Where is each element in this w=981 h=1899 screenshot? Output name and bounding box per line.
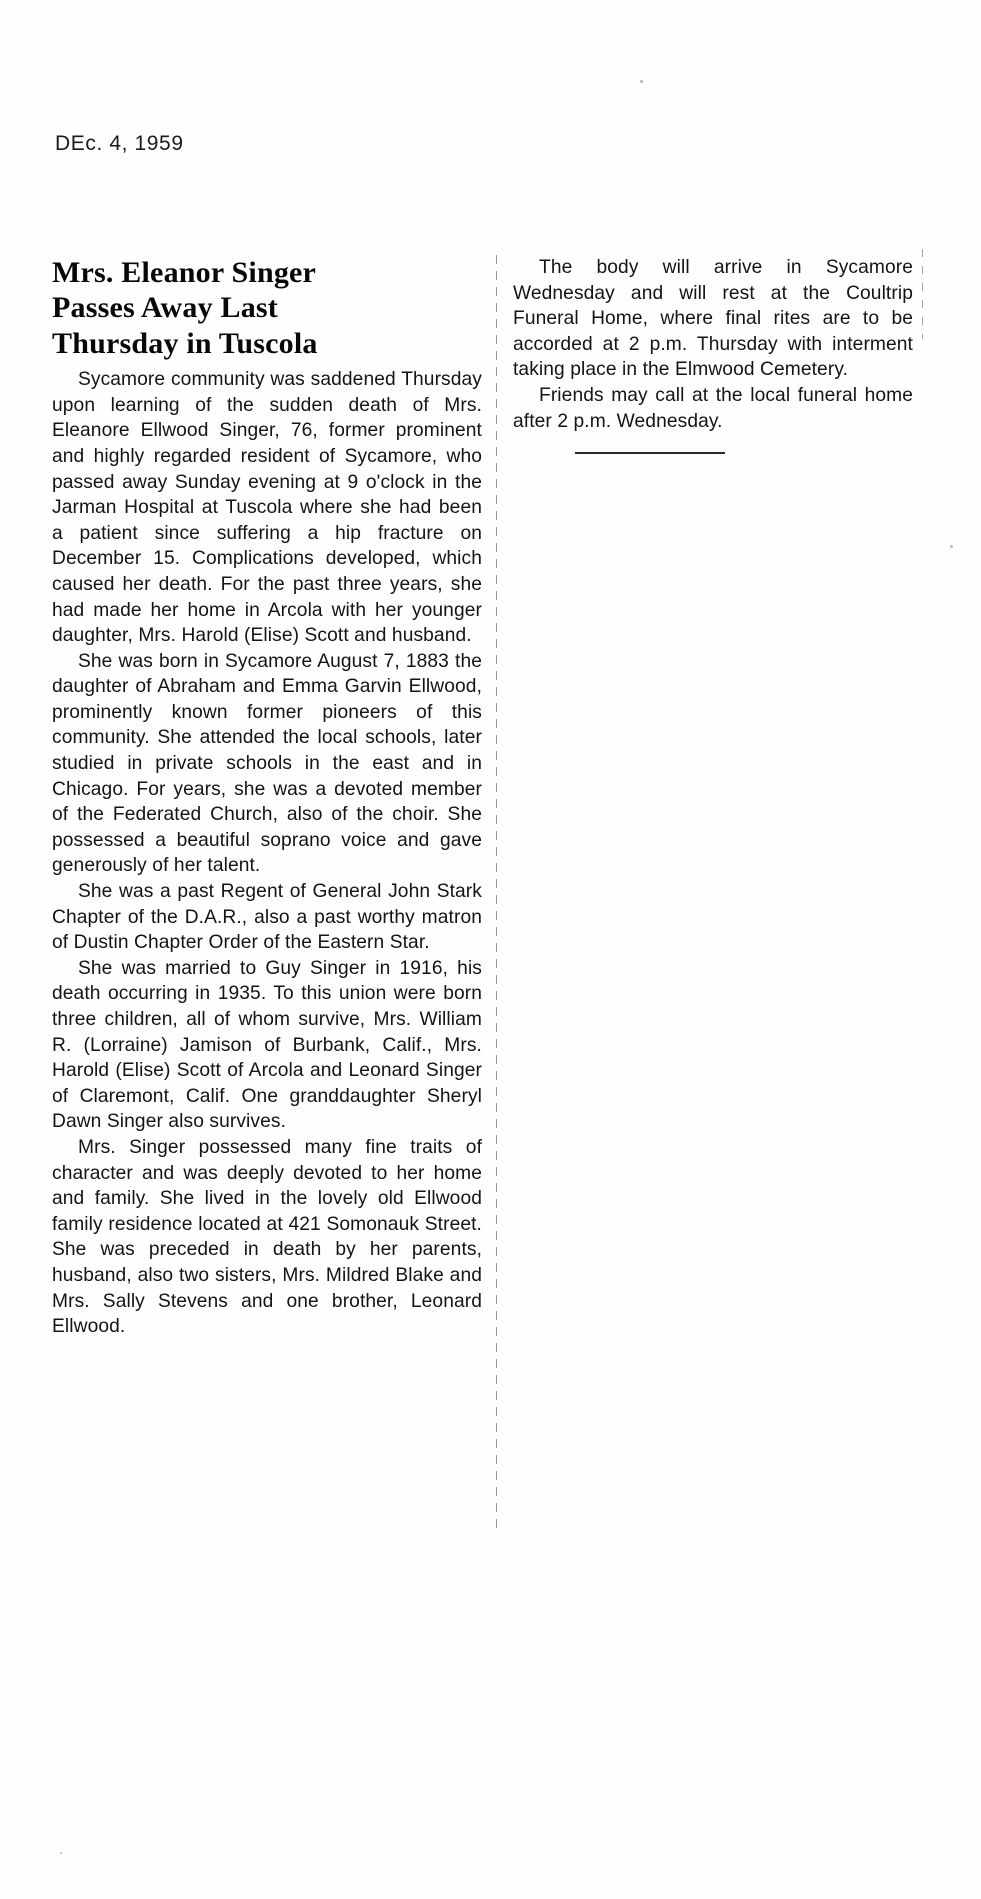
date-stamp [55, 132, 184, 156]
headline-line-3: Thursday in Tuscola [52, 326, 318, 360]
end-rule [575, 452, 725, 454]
left-paragraph-5: Mrs. Singer possessed many fine traits of character and was deeply devoted to her home and family. She lived in the lovely old Ellwood family residence located at 421 Somonauk Street. She was preceded in death by her parents, husband, also two sisters, Mrs. Mildred Blake and Mrs. Sally Stevens and one brother, Leonard Ellwood. [52, 1136, 482, 1338]
left-paragraph-3: She was a past Regent of General John Stark Chapter of the D.A.R., also a past worthy matron of Dustin Chapter Order of the Eastern Star. [52, 881, 482, 954]
column-divider [496, 255, 497, 1535]
date-stamp-text: DEc. 4, 1959 [55, 132, 184, 155]
scan-speck-1 [640, 80, 643, 83]
right-paragraph-1: The body will arrive in Sycamore Wednesday and will rest at the Coultrip Funeral Home, where final rites are to be accorded at 2 p.m. Thursday with interment taking place in the Elmwood Cemetery. [513, 257, 913, 381]
right-column [513, 255, 923, 454]
scan-speck-2 [950, 545, 953, 548]
clipping-body [52, 255, 932, 1535]
left-paragraph-4: She was married to Guy Singer in 1916, his death occurring in 1935. To this union were born three children, all of whom survive, Mrs. William R. (Lorraine) Jamison of Burbank, Calif., Mrs. Harold (Elise) Scott of Arcola and Leonard Singer of Claremont, Calif. One granddaughter Sheryl Dawn Singer also survives. [52, 957, 482, 1133]
right-paragraph-2: Friends may call at the local funeral home after 2 p.m. Wednesday. [513, 384, 913, 432]
columns-container [52, 255, 932, 1535]
scan-speck-3 [60, 1852, 62, 1854]
headline-line-1: Mrs. Eleanor Singer [52, 256, 317, 289]
right-column-edge-rule [922, 249, 923, 339]
left-paragraph-1: Sycamore community was saddened Thursday upon learning of the sudden death of Mrs. Eleanore Ellwood Singer, 76, former prominent and highly regarded resident of Sycamore, who passed away Sunday evening at 9 o'clock in the Jarman Hospital at Tuscola where she had been a patient since suffering a hip fracture on December 15. Complications developed, which caused her death. For the past three years, she had made her home in Arcola with her younger daughter, Mrs. Harold (Elise) Scott and husband. [52, 369, 482, 647]
left-column [52, 255, 496, 1340]
headline-line-2: Passes Away Last [52, 291, 278, 325]
left-paragraph-2: She was born in Sycamore August 7, 1883 the daughter of Abraham and Emma Garvin Ellwood, prominently known former pioneers of this community. She attended the local schools, later studied in private schools in the east and in Chicago. For years, she was a devoted member of the Federated Church, also of the choir. She possessed a beautiful soprano voice and gave generously of her talent. [52, 650, 482, 877]
article-headline [52, 255, 482, 361]
